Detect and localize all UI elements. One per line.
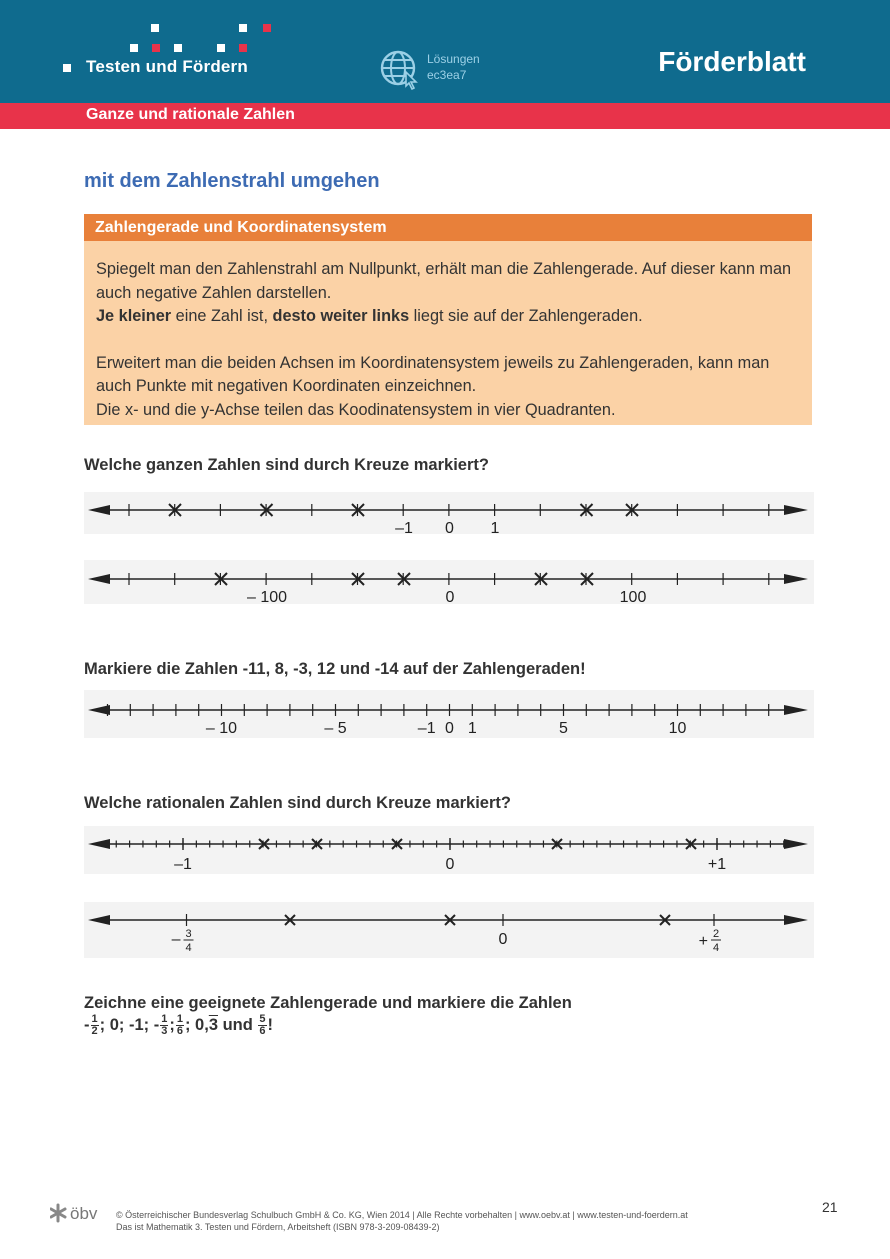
tick-label: – 10 [205, 720, 238, 737]
tick-label: 100 [619, 589, 647, 606]
question-1: Welche ganzen Zahlen sind durch Kreuze markiert? [84, 456, 489, 474]
page-number: 21 [822, 1199, 838, 1215]
header-bar [0, 0, 890, 103]
tick-label: +1 [707, 856, 727, 873]
solutions-link[interactable] [427, 51, 480, 83]
tick-label: 0 [445, 720, 454, 737]
svg-text:öbv: öbv [70, 1204, 98, 1223]
brand-name: Testen und Fördern [86, 57, 248, 76]
tick-label: 4 [185, 942, 192, 954]
tick-label: 3 [185, 928, 192, 940]
info-paragraph-3: Erweitert man die beiden Achsen im Koordinatensystem jeweils zu Zahlengeraden, kann man auch Punkte mit negativen Koordinaten einzeichnen. [96, 353, 770, 395]
tick-label: 0 [445, 589, 455, 606]
q3-number-line-1 [84, 826, 814, 876]
tick-label: – [171, 931, 181, 948]
document-type-title: Förderblatt [658, 46, 806, 77]
section-subtitle: mit dem Zahlenstrahl umgehen [84, 170, 380, 192]
tick-label: –1 [417, 720, 436, 737]
question-3: Welche rationalen Zahlen sind durch Kreuze markiert? [84, 794, 511, 812]
tick-label: – 5 [324, 720, 347, 737]
tick-label: –1 [174, 856, 192, 873]
info-paragraph-1: Spiegelt man den Zahlenstrahl am Nullpunkt, erhält man die Zahlengerade. Auf dieser kann man auch negative Zahlen darstellen. [96, 260, 792, 302]
question-4-prompt: Zeichne eine geeignete Zahlengerade und markiere die Zahlen [84, 994, 572, 1012]
question-2: Markiere die Zahlen -11, 8, -3, 12 und -14 auf der Zahlengeraden! [84, 660, 586, 678]
footer-line-1: © Österreichischer Bundesverlag Schulbuch GmbH & Co. KG, Wien 2014 | Alle Rechte vorbehalten | www.oebv.at | www.testen-und-foerdern.at [116, 1210, 688, 1220]
q1-number-line-2 [84, 560, 814, 610]
globe-link-icon[interactable] [380, 50, 420, 90]
publisher-logo-icon [50, 1201, 114, 1225]
tick-label: 0 [445, 520, 454, 537]
solutions-label: Lösungen [427, 52, 480, 66]
q1-number-line-1 [84, 492, 814, 538]
info-box-body [84, 241, 812, 425]
info-paragraph-4: Die x- und die y-Achse teilen das Koodinatensystem in vier Quadranten. [96, 400, 616, 419]
q2-number-line[interactable] [84, 690, 814, 740]
info-paragraph-2: Je kleiner eine Zahl ist, desto weiter links liegt sie auf der Zahlengeraden. [96, 307, 643, 325]
footer-line-2: Das ist Mathematik 3. Testen und Fördern, Arbeitsheft (ISBN 978-3-209-08439-2) [116, 1222, 440, 1232]
q3-number-line-2 [84, 902, 814, 960]
tick-label: + [698, 933, 708, 950]
tick-label: –1 [395, 520, 413, 537]
tick-label: 1 [467, 720, 477, 737]
tick-label: 4 [712, 942, 720, 954]
topic-title: Ganze und rationale Zahlen [86, 106, 295, 123]
info-box-title: Zahlengerade und Koordinatensystem [84, 214, 812, 241]
question-4 [84, 992, 572, 1037]
tick-label: 10 [668, 720, 687, 737]
tick-label: 0 [498, 931, 508, 948]
solutions-code: ec3ea7 [427, 68, 467, 82]
tick-label: 5 [559, 720, 568, 737]
tick-label: 2 [712, 928, 720, 940]
question-4-numbers: - $\frac{1}{2}$ ; 0; -1; - $\frac{1}{3}$ ; $\frac{1}{6}$ ; 0,3 und $\frac{5}{6}$ ! [84, 1013, 274, 1038]
footer-copyright [116, 1209, 688, 1233]
tick-label: 0 [445, 856, 455, 873]
tick-label: – 100 [246, 589, 288, 606]
tick-label: 1 [490, 520, 500, 537]
